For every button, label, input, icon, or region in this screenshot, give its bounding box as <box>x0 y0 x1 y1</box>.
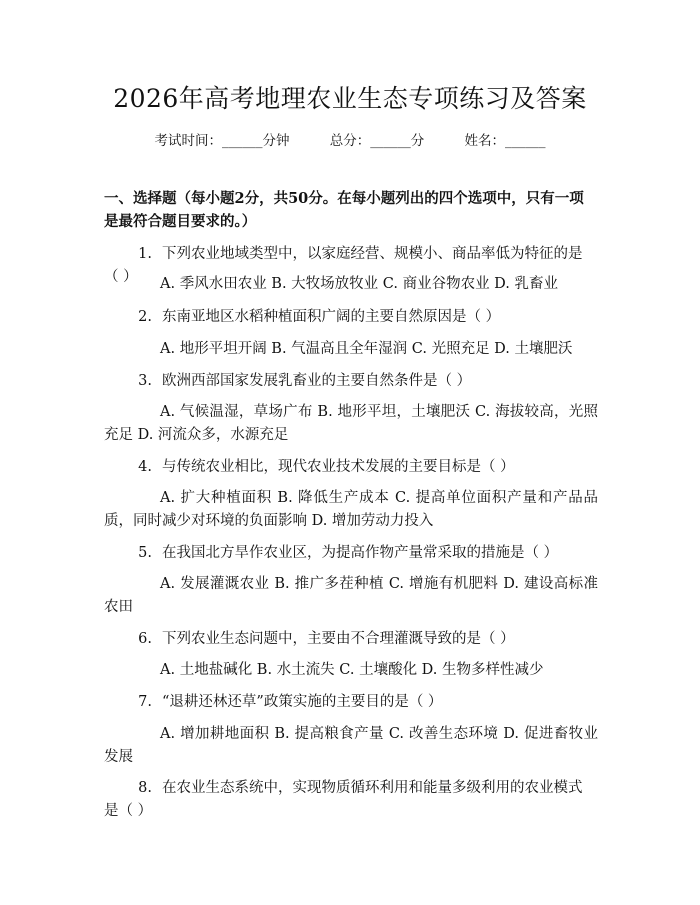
question-4 <box>104 456 596 479</box>
question-stem: 与传统农业相比，现代农业技术发展的主要目标是（ ） <box>162 459 515 475</box>
question-8 <box>104 777 596 823</box>
question-2-options: A. 地形平坦开阔 B. 气温高且全年湿润 C. 光照充足 D. 土壤肥沃 <box>160 341 573 357</box>
question-number: 1. <box>138 246 152 262</box>
question-number: 8. <box>138 780 152 796</box>
total-score-field: 总分：______分 <box>329 133 425 149</box>
question-number: 4. <box>138 459 152 475</box>
question-3 <box>104 370 596 393</box>
question-6 <box>104 628 596 651</box>
exam-time-field: 考试时间：______分钟 <box>154 133 290 149</box>
question-7 <box>104 691 596 714</box>
exam-meta <box>0 131 700 151</box>
question-stem: 在农业生态系统中，实现物质循环利用和能量多级利用的农业模式是（ ） <box>104 780 583 819</box>
question-7-options: A. 增加耕地面积 B. 提高粮食产量 C. 改善生态环境 D. 促进畜牧业发展 <box>104 726 598 765</box>
question-5 <box>104 542 596 565</box>
question-number: 3. <box>138 373 152 389</box>
question-number: 5. <box>138 545 152 561</box>
question-stem: 东南亚地区水稻种植面积广阔的主要自然原因是（ ） <box>162 309 501 325</box>
question-6-options: A. 土地盐碱化 B. 水土流失 C. 土壤酸化 D. 生物多样性减少 <box>160 662 544 678</box>
question-number: 6. <box>138 631 152 647</box>
question-stem: 在我国北方旱作农业区，为提高作物产量常采取的措施是（ ） <box>162 545 559 561</box>
question-stem: “退耕还林还草”政策实施的主要目的是（ ） <box>162 694 443 710</box>
section-heading: 一、选择题（每小题2分，共50分。在每小题列出的四个选项中，只有一项是最符合题目要求的。） <box>104 190 584 230</box>
question-stem: 下列农业地域类型中，以家庭经营、规模小、商品率低为特征的是（ ） <box>104 246 583 285</box>
question-3-options: A. 气候温湿，草场广布 B. 地形平坦，土壤肥沃 C. 海拔较高，光照充足 D. 河流众多，水源充足 <box>104 404 598 443</box>
question-stem: 欧洲西部国家发展乳畜业的主要自然条件是（ ） <box>162 373 472 389</box>
question-1-options: A. 季风水田农业 B. 大牧场放牧业 C. 商业谷物农业 D. 乳畜业 <box>160 276 559 292</box>
student-name-field: 姓名：______ <box>464 133 546 149</box>
question-stem: 下列农业生态问题中，主要由不合理灌溉导致的是（ ） <box>162 631 515 647</box>
question-number: 7. <box>138 694 152 710</box>
question-5-options: A. 发展灌溉农业 B. 推广多茬种植 C. 增施有机肥料 D. 建设高标准农田 <box>104 576 598 615</box>
question-number: 2. <box>138 309 152 325</box>
question-4-options: A. 扩大种植面积 B. 降低生产成本 C. 提高单位面积产量和产品品质，同时减少对环境的负面影响 D. 增加劳动力投入 <box>104 490 598 529</box>
page-title: 2026年高考地理农业生态专项练习及答案 <box>113 84 587 113</box>
question-2 <box>104 306 596 329</box>
